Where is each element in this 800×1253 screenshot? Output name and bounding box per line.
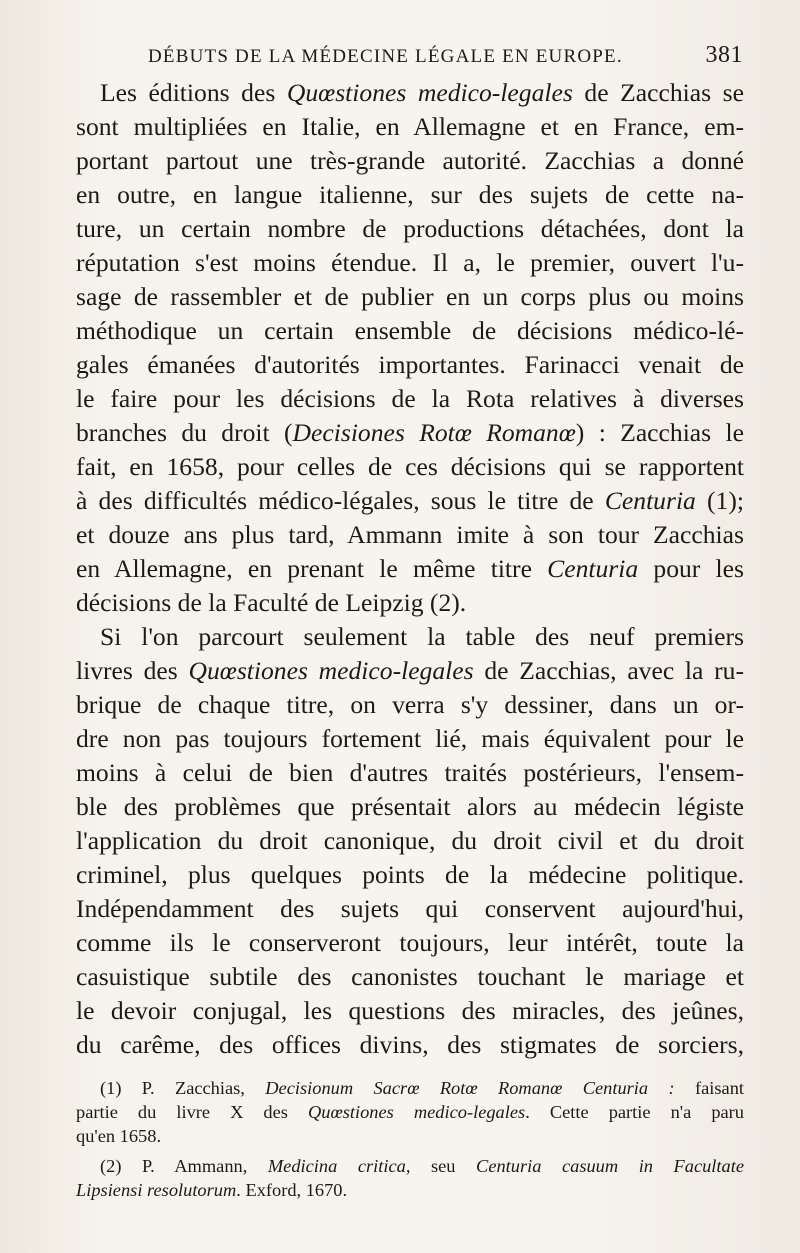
italic-title: Decisionum Sacrœ Rotœ Romanœ Centuria : [265,1078,675,1098]
text-line [76,518,744,552]
italic-title: Lipsiensi resolutorum [76,1180,237,1200]
text-run: faisant [674,1078,744,1098]
italic-title: Centuria [604,486,696,515]
text-run: gales émanées d'autorités importantes. Farinacci venait de [76,350,744,379]
italic-title: Quœstiones medico-legales [188,656,474,685]
footnote [76,1154,744,1202]
italic-title: Centuria casuum in Facultate [476,1156,744,1176]
text-run: Si l'on parcourt seulement la table des neuf premiers [100,622,744,651]
footnote-line [76,1154,744,1178]
text-run: criminel, plus quelques points de la médecine politique. [76,860,744,889]
text-run: dre non pas toujours fortement lié, mais équivalent pour le [76,724,744,753]
text-run: brique de chaque titre, on verra s'y dessiner, dans un or- [76,690,744,719]
text-run: seu [410,1156,477,1176]
text-run: méthodique un certain ensemble de décisions médico-lé- [76,316,744,345]
running-head [148,36,743,72]
text-run: (1) P. Zacchias, [100,1078,266,1098]
footnote-line [76,1100,744,1124]
footnote-line [76,1076,744,1100]
text-line [76,994,744,1028]
footnotes [76,1076,744,1202]
italic-title: Quœstiones medico-legales [286,78,573,107]
text-line [76,892,744,926]
italic-title: Decisiones Rotœ Romanœ [292,418,576,447]
text-line [76,212,744,246]
text-run: partie du livre X des [76,1102,308,1122]
text-run: réputation s'est moins étendue. Il a, le premier, ouvert l'u- [76,248,744,277]
text-line [76,76,744,110]
italic-title: Quœstiones medico-legales [307,1102,526,1122]
text-run: . Cette partie n'a paru [525,1102,744,1122]
text-line [76,790,744,824]
text-line [76,552,744,586]
text-run: sage de rassembler et de publier en un corps plus ou moins [76,282,744,311]
text-run: ble des problèmes que présentait alors au médecin légiste [76,792,744,821]
text-line [76,824,744,858]
text-line [76,858,744,892]
text-run: livres des [76,656,189,685]
text-run: qu'en 1658. [76,1126,162,1146]
text-run: et douze ans plus tard, Ammann imite à son tour Zacchias [76,520,744,549]
text-line [76,348,744,382]
body-text [76,76,744,1202]
text-line [76,314,744,348]
text-line [76,756,744,790]
text-line [76,688,744,722]
text-line [76,926,744,960]
text-run: de Zacchias se [572,78,744,107]
text-run: le faire pour les décisions de la Rota relatives à diverses [76,384,744,413]
text-line [76,586,744,620]
text-run: à des difficultés médico-légales, sous le titre de [76,486,605,515]
text-line [76,654,744,688]
text-line [76,620,744,654]
text-line [76,484,744,518]
footnote-line [76,1124,744,1148]
text-line [76,382,744,416]
text-run: (2) P. Ammann, [100,1156,268,1176]
text-run: branches du droit ( [76,418,293,447]
text-line [76,1028,744,1062]
text-run: comme ils le conserveront toujours, leur intérêt, toute la [76,928,744,957]
text-run: Indépendamment des sujets qui conservent aujourd'hui, [76,894,744,923]
paragraph [76,76,744,620]
text-run: moins à celui de bien d'autres traités postérieurs, l'ensem- [76,758,744,787]
paragraph [76,620,744,1062]
text-line [76,246,744,280]
footnote-line [76,1178,744,1202]
paragraphs [76,76,744,1062]
text-line [76,110,744,144]
text-run: . Exford, 1670. [236,1180,348,1200]
italic-title: Medicina critica, [267,1156,411,1176]
text-run: l'application du droit canonique, du droit civil et du droit [76,826,744,855]
text-run: pour les [638,554,744,583]
text-run: ture, un certain nombre de productions détachées, dont la [76,214,744,243]
text-run: de Zacchias, avec la ru- [473,656,744,685]
text-line [76,144,744,178]
text-run: fait, en 1658, pour celles de ces décisions qui se rapportent [76,452,744,481]
text-run: en outre, en langue italienne, sur des sujets de cette na- [76,180,744,209]
text-run: (1); [695,486,744,515]
text-line [76,960,744,994]
page-number: 381 [705,42,743,68]
footnote [76,1076,744,1148]
italic-title: Centuria [547,554,639,583]
text-line [76,416,744,450]
text-run: portant partout une très-grande autorité. Zacchias a donné [76,146,744,175]
text-run: du carême, des offices divins, des stigmates de sorciers, [76,1030,744,1059]
text-line [76,722,744,756]
text-run: ) : Zacchias le [575,418,744,447]
running-title: DÉBUTS DE LA MÉDECINE LÉGALE EN EUROPE. [148,46,623,67]
text-run: le devoir conjugal, les questions des miracles, des jeûnes, [76,996,744,1025]
text-run: casuistique subtile des canonistes touchant le mariage et [76,962,744,991]
text-run: en Allemagne, en prenant le même titre [76,554,548,583]
text-line [76,178,744,212]
text-line [76,280,744,314]
text-run: sont multipliées en Italie, en Allemagne et en France, em- [76,112,744,141]
text-run: Les éditions des [100,78,287,107]
text-run: décisions de la Faculté de Leipzig (2). [76,588,467,617]
text-line [76,450,744,484]
